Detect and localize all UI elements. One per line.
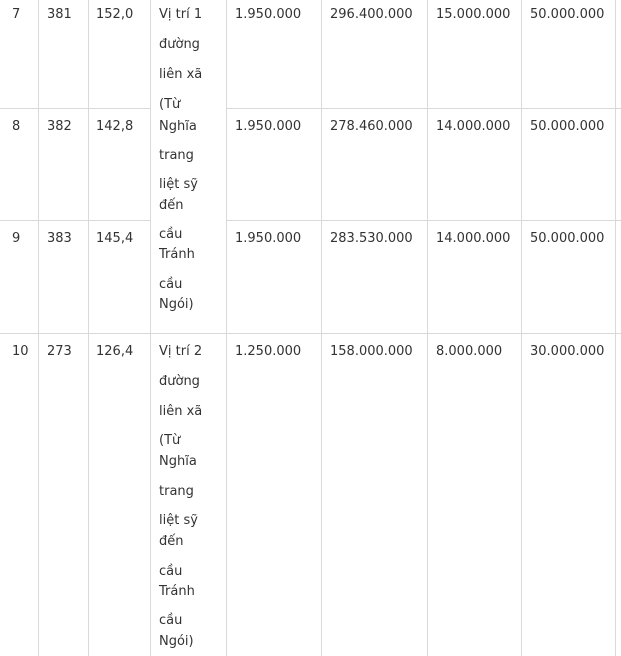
location-line: (Từ <box>159 433 181 448</box>
row-divider <box>0 108 150 109</box>
column-divider <box>321 0 322 656</box>
column-divider <box>521 0 522 656</box>
cell-total-price: 296.400.000 <box>330 7 413 22</box>
column-divider <box>615 0 616 656</box>
location-line: cầu <box>159 564 183 579</box>
location-line: trang <box>159 484 194 499</box>
cell-bid-step: 14.000.000 <box>436 231 511 246</box>
cell-unit-price: 1.950.000 <box>235 7 302 22</box>
location-line: Nghĩa <box>159 119 197 134</box>
cell-unit-price: 1.250.000 <box>235 344 302 359</box>
location-line: Vị trí 2 <box>159 344 203 359</box>
cell-total-price: 278.460.000 <box>330 119 413 134</box>
cell-plot-number: 382 <box>47 119 72 134</box>
location-line: trang <box>159 148 194 163</box>
cell-stt: 8 <box>12 119 21 134</box>
cell-area: 145,4 <box>96 231 134 246</box>
cell-plot-number: 383 <box>47 231 72 246</box>
cell-plot-number: 273 <box>47 344 72 359</box>
location-line: liên xã <box>159 404 203 419</box>
row-divider <box>226 108 621 109</box>
column-divider <box>150 0 151 656</box>
cell-bid-step: 15.000.000 <box>436 7 511 22</box>
cell-unit-price: 1.950.000 <box>235 231 302 246</box>
location-line: Ngói) <box>159 634 194 649</box>
cell-stt: 7 <box>12 7 21 22</box>
column-divider <box>427 0 428 656</box>
location-line: liệt sỹ <box>159 513 198 528</box>
cell-area: 142,8 <box>96 119 134 134</box>
cell-area: 152,0 <box>96 7 134 22</box>
column-divider <box>88 0 89 656</box>
cell-plot-number: 381 <box>47 7 72 22</box>
location-line: đường <box>159 37 200 52</box>
location-line: Nghĩa <box>159 454 197 469</box>
cell-bid-step: 8.000.000 <box>436 344 503 359</box>
cell-unit-price: 1.950.000 <box>235 119 302 134</box>
cell-deposit: 30.000.000 <box>530 344 605 359</box>
location-line: liệt sỹ <box>159 177 198 192</box>
cell-deposit: 50.000.000 <box>530 119 605 134</box>
row-divider <box>0 220 150 221</box>
cell-stt: 9 <box>12 231 21 246</box>
location-line: cầu <box>159 227 183 242</box>
cell-total-price: 283.530.000 <box>330 231 413 246</box>
cell-total-price: 158.000.000 <box>330 344 413 359</box>
cell-deposit: 50.000.000 <box>530 7 605 22</box>
cell-bid-step: 14.000.000 <box>436 119 511 134</box>
location-line: đến <box>159 198 184 213</box>
row-divider <box>226 220 621 221</box>
column-divider <box>38 0 39 656</box>
location-line: Vị trí 1 <box>159 7 203 22</box>
location-line: Tránh <box>159 247 195 262</box>
location-line: Ngói) <box>159 297 194 312</box>
location-line: đường <box>159 374 200 389</box>
location-line: cầu <box>159 613 183 628</box>
location-line: cầu <box>159 277 183 292</box>
cell-stt: 10 <box>12 344 29 359</box>
location-line: (Từ <box>159 97 181 112</box>
location-line: liên xã <box>159 67 203 82</box>
column-divider <box>226 0 227 656</box>
row-divider <box>0 333 621 334</box>
location-line: đến <box>159 534 184 549</box>
location-line: Tránh <box>159 584 195 599</box>
cell-area: 126,4 <box>96 344 134 359</box>
cell-deposit: 50.000.000 <box>530 231 605 246</box>
